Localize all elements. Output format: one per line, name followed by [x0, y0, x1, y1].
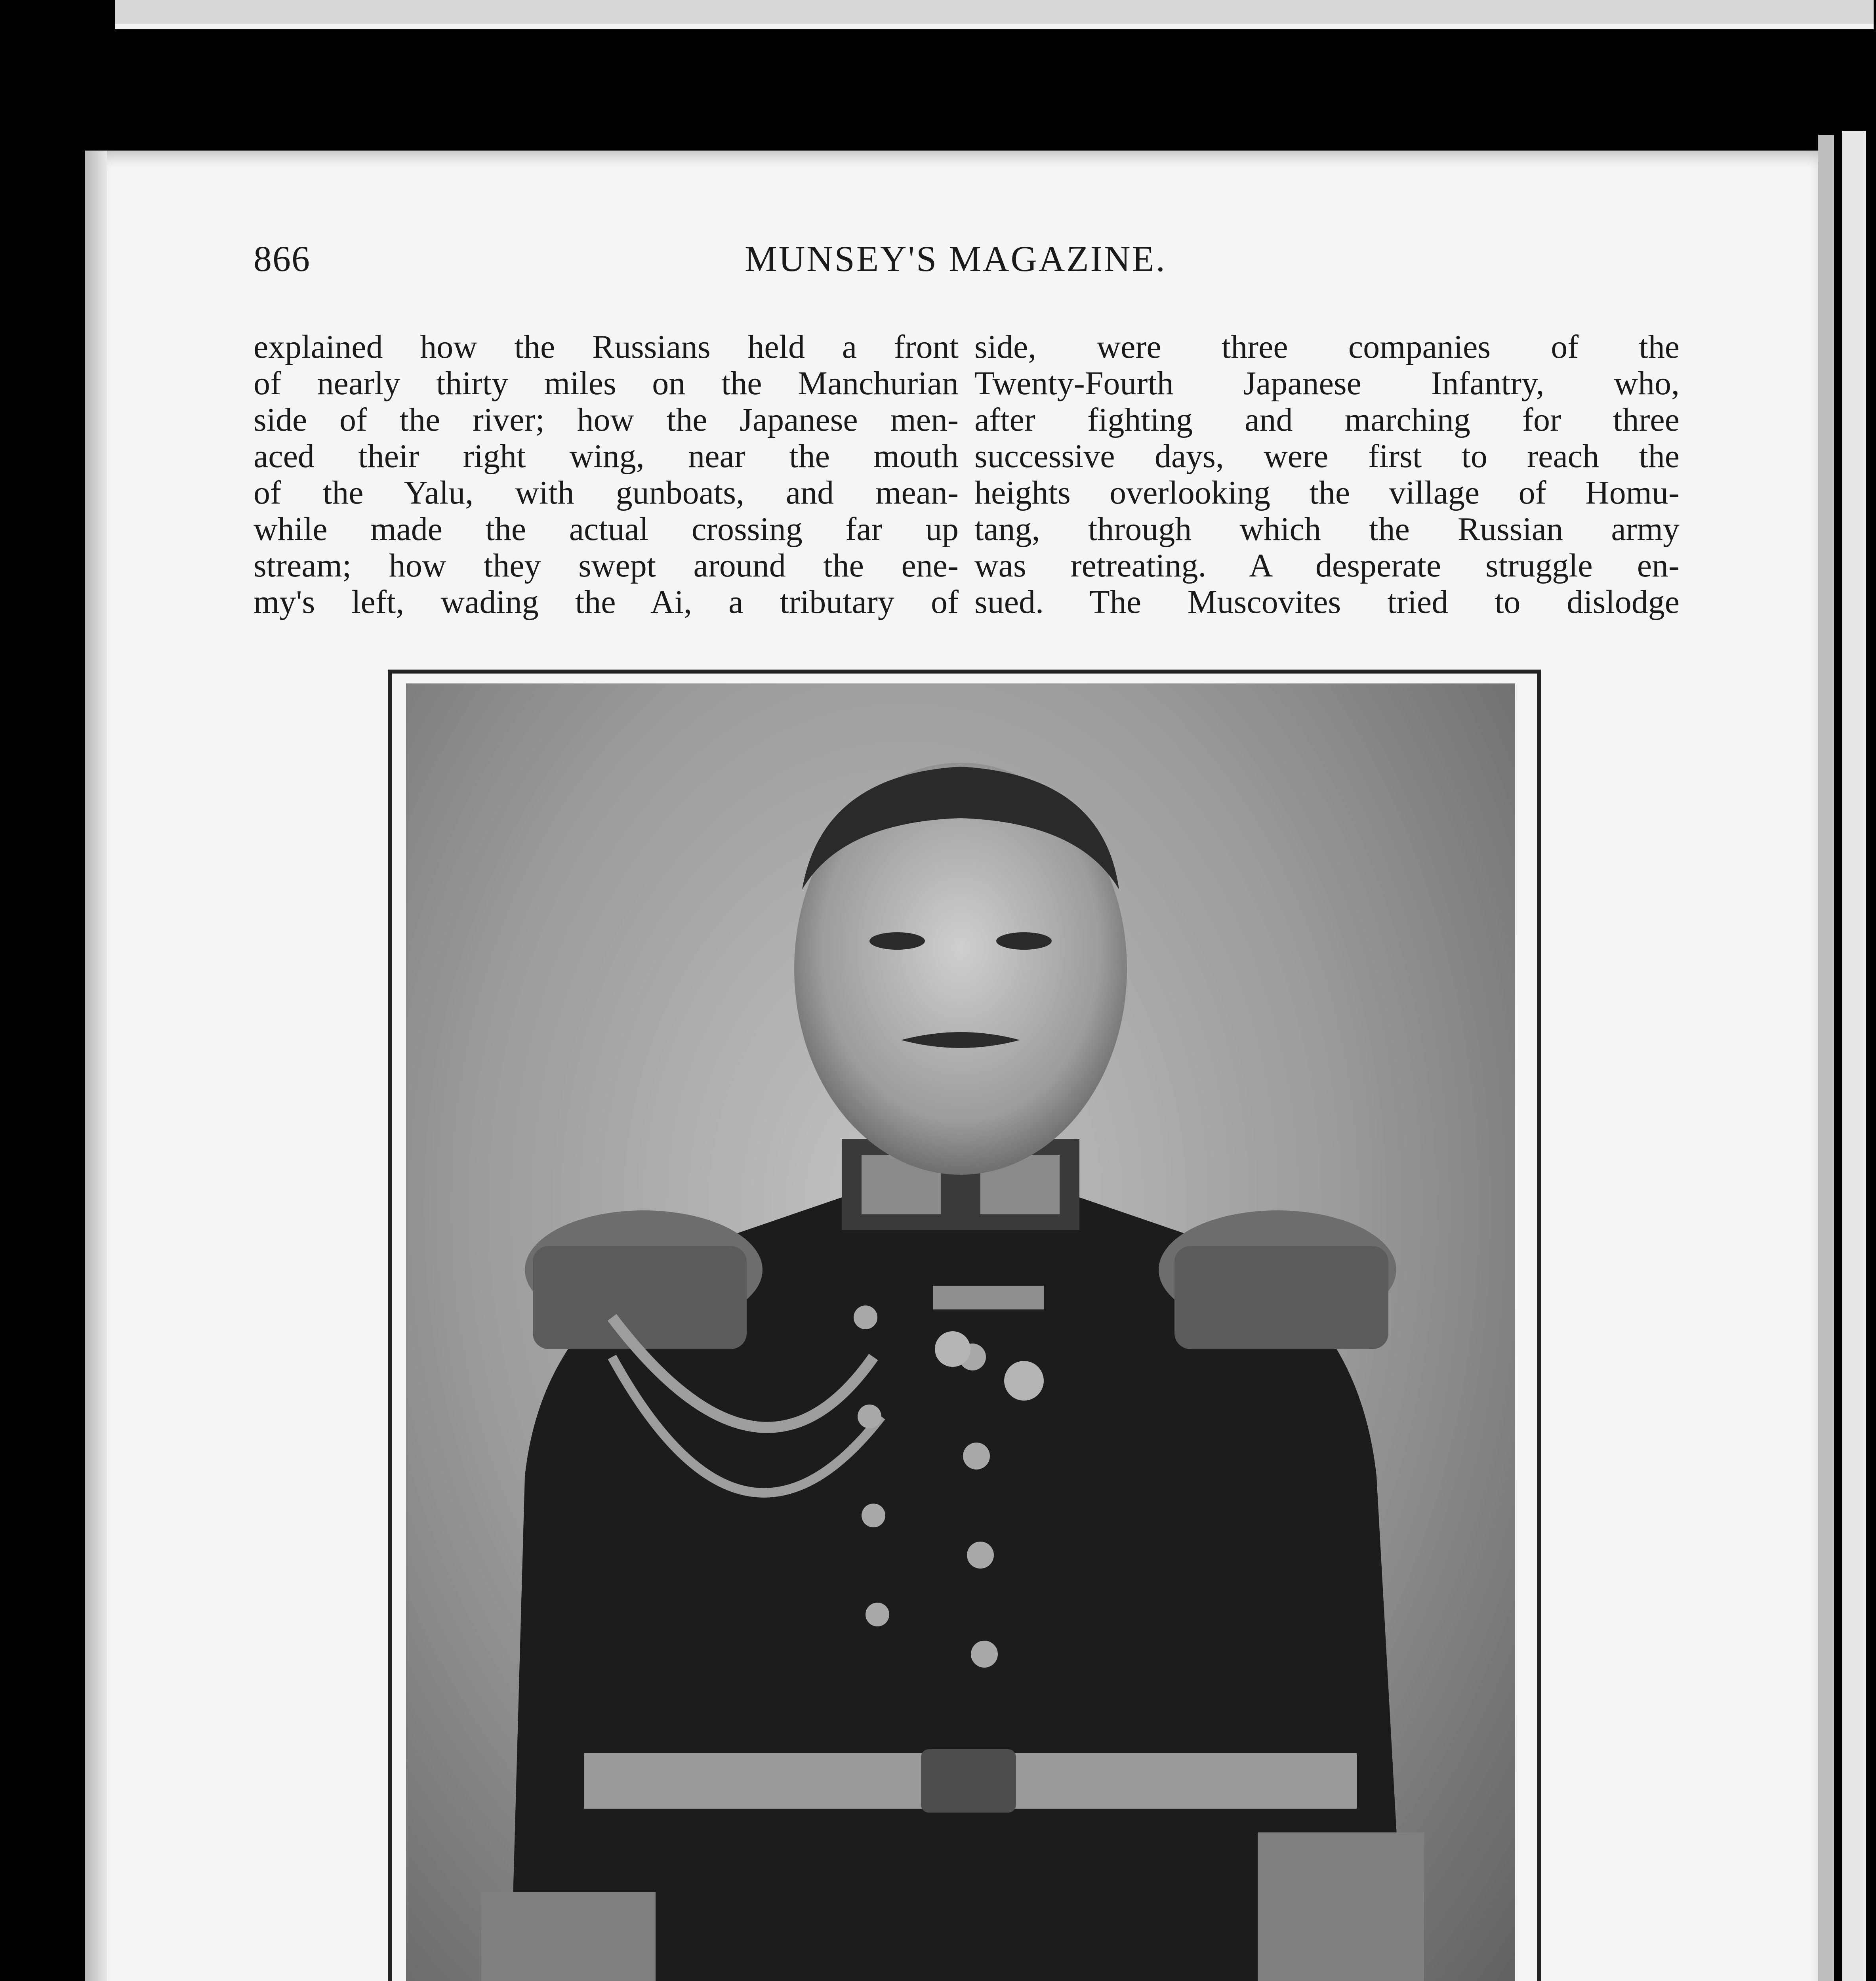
text-line: my's left, wading the Ai, a tributary of: [254, 584, 959, 620]
text-line: was retreating. A desperate struggle en-: [974, 547, 1680, 584]
top-left-column: [254, 329, 959, 620]
text-line: Twenty-Fourth Japanese Infantry, who,: [974, 365, 1680, 402]
text-line: after fighting and marching for three: [974, 401, 1680, 438]
text-line: stream; how they swept around the ene-: [254, 547, 959, 584]
portrait-photograph: [406, 683, 1515, 1981]
page-binding-edge: [85, 151, 107, 1981]
portrait-illustration: [406, 683, 1515, 1981]
text-line: sued. The Muscovites tried to dislodge: [974, 584, 1680, 620]
top-right-column: [974, 329, 1680, 620]
page-number: 866: [254, 239, 311, 279]
text-line: of nearly thirty miles on the Manchurian: [254, 365, 959, 402]
text-line: side of the river; how the Japanese men-: [254, 401, 959, 438]
scanner-edge: [1842, 131, 1866, 1981]
text-line: explained how the Russians held a front: [254, 328, 959, 365]
running-head: MUNSEY'S MAGAZINE.: [745, 239, 1167, 279]
text-line: successive days, were first to reach the: [974, 438, 1680, 475]
page-stack-edge: [1818, 135, 1834, 1981]
text-line: of the Yalu, with gunboats, and mean-: [254, 474, 959, 511]
text-line: while made the actual crossing far up: [254, 511, 959, 548]
text-line: tang, through which the Russian army: [974, 511, 1680, 548]
text-line: heights overlooking the village of Homu-: [974, 474, 1680, 511]
previous-page-strip: [115, 0, 1874, 29]
text-line: side, were three companies of the: [974, 328, 1680, 365]
text-line: aced their right wing, near the mouth: [254, 438, 959, 475]
